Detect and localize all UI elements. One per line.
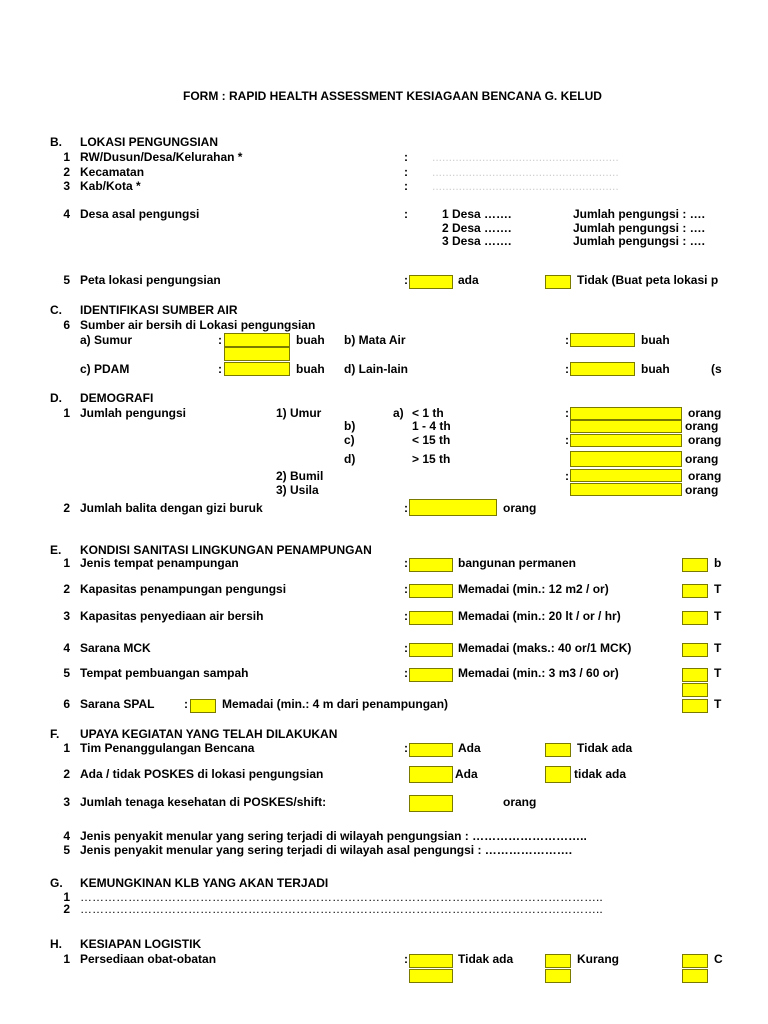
option-label: Kurang (577, 952, 619, 966)
unit-label: orang (503, 501, 537, 515)
age-range: 1 - 4 th (412, 419, 451, 433)
section-heading: UPAYA KEGIATAN YANG TELAH DILAKUKAN (80, 727, 338, 741)
desa-line: 3 Desa ……. (442, 234, 512, 248)
alt-label: T (714, 582, 722, 596)
lain-lain-label: d) Lain-lain (344, 362, 408, 376)
item-label: Desa asal pengungsi (80, 207, 200, 221)
colon: : (404, 273, 408, 287)
section-letter: C. (50, 303, 62, 317)
unit-label: orang (685, 452, 719, 466)
answer-dots[interactable]: ........................................................ (432, 165, 619, 179)
usila-input[interactable] (570, 483, 682, 496)
alt-checkbox-2[interactable] (682, 683, 708, 697)
colon: : (404, 609, 408, 623)
age-letter: a) (393, 406, 404, 420)
pdam-input[interactable] (224, 362, 290, 376)
option-checkbox[interactable] (409, 643, 453, 657)
colon: : (184, 697, 188, 711)
item-number: 2 (63, 501, 70, 515)
item-label: Peta lokasi pengungsian (80, 273, 221, 287)
item-number: 1 (63, 741, 70, 755)
unit-label: orang (688, 406, 722, 420)
item-number: 5 (63, 666, 70, 680)
item-label: Kapasitas penyediaan air bersih (80, 609, 264, 623)
item-number: 4 (63, 207, 70, 221)
unit-label: buah (641, 333, 670, 347)
alt-checkbox[interactable] (682, 668, 708, 682)
option-label: Ada (455, 767, 478, 781)
option-checkbox[interactable] (409, 668, 453, 682)
item-label: Persediaan obat-obatan (80, 952, 217, 966)
checkbox-tidak[interactable] (545, 766, 571, 783)
colon: : (404, 741, 408, 755)
unit-label: buah (296, 362, 325, 376)
item-number: 1 (63, 890, 70, 904)
option-label: Tidak ada (458, 952, 514, 966)
alt-label: b (714, 556, 722, 570)
item-number: 2 (63, 165, 70, 179)
item-number: 2 (63, 767, 70, 781)
answer-dots[interactable]: ........................................................ (432, 179, 619, 193)
item-label: Jumlah tenaga kesehatan di POSKES/shift: (80, 795, 327, 809)
colon: : (404, 165, 408, 179)
answer-line[interactable]: ………………………………………………………………………………………………………………….. (80, 890, 603, 904)
option-checkbox[interactable] (409, 584, 453, 598)
item-label: Sarana MCK (80, 641, 151, 655)
pdam-label: c) PDAM (80, 362, 130, 376)
alt-checkbox[interactable] (682, 611, 708, 625)
section-heading: KEMUNGKINAN KLB YANG AKAN TERJADI (80, 876, 329, 890)
checkbox-tidak[interactable] (545, 275, 571, 289)
item-label: Kecamatan (80, 165, 145, 179)
checkbox-kurang[interactable] (545, 954, 571, 968)
section-heading: KESIAPAN LOGISTIK (80, 937, 202, 951)
item-label: Tempat pembuangan sampah (80, 666, 249, 680)
age-range: > 15 th (412, 452, 451, 466)
age-input[interactable] (570, 451, 682, 467)
alt-label: T (714, 697, 722, 711)
colon: : (404, 641, 408, 655)
age-input[interactable] (570, 420, 682, 433)
section-heading: LOKASI PENGUNGSIAN (80, 135, 219, 149)
checkbox-tidak-ada-2[interactable] (409, 969, 453, 983)
item-number: 5 (63, 273, 70, 287)
option-checkbox[interactable] (409, 611, 453, 625)
sumur-input[interactable] (224, 333, 290, 347)
item-number: 1 (63, 150, 70, 164)
section-letter: F. (50, 727, 60, 741)
alt-label: C (714, 952, 723, 966)
item-label: Sarana SPAL (80, 697, 155, 711)
checkbox-ada[interactable] (409, 766, 453, 783)
colon: : (565, 469, 569, 483)
option-label: ada (458, 273, 479, 287)
item-label: Kab/Kota * (80, 179, 141, 193)
age-range: < 1 th (412, 406, 444, 420)
item-number: 6 (63, 697, 70, 711)
section-letter: D. (50, 391, 62, 405)
mata-air-input[interactable] (570, 333, 635, 347)
colon: : (565, 333, 569, 347)
age-letter: d) (344, 452, 356, 466)
item-label: Jenis penyakit menular yang sering terjadi di wilayah asal pengungsi : …………………. (80, 843, 573, 857)
item-number: 4 (63, 829, 70, 843)
section-letter: H. (50, 937, 62, 951)
unit-label: orang (688, 433, 722, 447)
item-number: 2 (63, 582, 70, 596)
unit-label: orang (688, 469, 722, 483)
item-number: 3 (63, 795, 70, 809)
item-label: Jumlah balita dengan gizi buruk (80, 501, 263, 515)
item-label: Jenis penyakit menular yang sering terjadi di wilayah pengungsian : ……………………….. (80, 829, 587, 843)
age-letter: c) (344, 433, 355, 447)
colon: : (404, 150, 408, 164)
age-input[interactable] (570, 407, 682, 420)
checkbox-tidak[interactable] (545, 743, 571, 757)
jumlah-line: Jumlah pengungsi : …. (573, 234, 706, 248)
item-number: 2 (63, 902, 70, 916)
checkbox-kurang-2[interactable] (545, 969, 571, 983)
colon: : (404, 582, 408, 596)
sumur-label: a) Sumur (80, 333, 133, 347)
section-letter: B. (50, 135, 62, 149)
item-number: 5 (63, 843, 70, 857)
item-number: 1 (63, 952, 70, 966)
jumlah-line: Jumlah pengungsi : …. (573, 221, 706, 235)
item-label: Kapasitas penampungan pengungsi (80, 582, 287, 596)
extra-note: (s (711, 362, 722, 376)
alt-label: T (714, 609, 722, 623)
colon: : (565, 433, 569, 447)
age-letter: b) (344, 419, 356, 433)
colon: : (404, 952, 408, 966)
age-range: < 15 th (412, 433, 451, 447)
checkbox-ada[interactable] (409, 743, 453, 757)
colon: : (404, 666, 408, 680)
colon: : (404, 179, 408, 193)
item-label: Tim Penanggulangan Bencana (80, 741, 255, 755)
item-label: RW/Dusun/Desa/Kelurahan * (80, 150, 243, 164)
colon: : (218, 362, 222, 376)
usila-label: 3) Usila (276, 483, 319, 497)
item-label: Jenis tempat penampungan (80, 556, 239, 570)
colon: : (565, 406, 569, 420)
age-input[interactable] (570, 434, 682, 447)
unit-label: orang (685, 483, 719, 497)
colon: : (218, 333, 222, 347)
alt-label: T (714, 641, 722, 655)
umur-label: 1) Umur (276, 406, 322, 420)
item-number: 3 (63, 179, 70, 193)
checkbox-cukup-2[interactable] (682, 969, 708, 983)
unit-label: orang (685, 419, 719, 433)
desa-line: 2 Desa ……. (442, 221, 512, 235)
tenaga-input[interactable] (409, 795, 453, 812)
unit-label: buah (296, 333, 325, 347)
colon: : (565, 362, 569, 376)
checkbox-tidak-ada[interactable] (409, 954, 453, 968)
option-label: bangunan permanen (458, 556, 577, 570)
spal-checkbox[interactable] (190, 699, 216, 713)
option-label: Memadai (min.: 20 lt / or / hr) (458, 609, 621, 623)
item-number: 1 (63, 556, 70, 570)
item-number: 1 (63, 406, 70, 420)
sumur-input-2[interactable] (224, 347, 290, 361)
alt-checkbox[interactable] (682, 558, 708, 572)
bumil-label: 2) Bumil (276, 469, 324, 483)
option-label: Tidak ada (577, 741, 633, 755)
item-number: 4 (63, 641, 70, 655)
answer-dots[interactable]: ........................................................ (432, 150, 619, 164)
colon: : (404, 207, 408, 221)
item-number: 3 (63, 609, 70, 623)
checkbox-cukup[interactable] (682, 954, 708, 968)
alt-checkbox[interactable] (682, 699, 708, 713)
mata-air-label: b) Mata Air (344, 333, 406, 347)
lain-lain-input[interactable] (570, 362, 635, 376)
option-label: tidak ada (574, 767, 627, 781)
alt-checkbox[interactable] (682, 584, 708, 598)
alt-label: T (714, 666, 722, 680)
item-label: Jumlah pengungsi (80, 406, 187, 420)
unit-label: buah (641, 362, 670, 376)
option-label: Ada (458, 741, 481, 755)
form-title: FORM : RAPID HEALTH ASSESSMENT KESIAGAAN BENCANA G. KELUD (183, 89, 602, 103)
option-label: Memadai (min.: 12 m2 / or) (458, 582, 609, 596)
section-heading: DEMOGRAFI (80, 391, 154, 405)
section-heading: IDENTIFIKASI SUMBER AIR (80, 303, 238, 317)
section-heading: KONDISI SANITASI LINGKUNGAN PENAMPUNGAN (80, 543, 372, 557)
item-number: 6 (63, 318, 70, 332)
option-checkbox[interactable] (409, 558, 453, 572)
option-label: Tidak (Buat peta lokasi p (577, 273, 719, 287)
checkbox-ada[interactable] (409, 275, 453, 289)
alt-checkbox[interactable] (682, 643, 708, 657)
item-label: Ada / tidak POSKES di lokasi pengungsian (80, 767, 324, 781)
jumlah-line: Jumlah pengungsi : …. (573, 207, 706, 221)
option-label: Memadai (maks.: 40 or/1 MCK) (458, 641, 632, 655)
section-letter: E. (50, 543, 62, 557)
unit-label: orang (503, 795, 537, 809)
gizi-buruk-input[interactable] (409, 499, 497, 516)
option-label: Memadai (min.: 3 m3 / 60 or) (458, 666, 619, 680)
colon: : (404, 556, 408, 570)
item-label: Sumber air bersih di Lokasi pengungsian (80, 318, 316, 332)
desa-line: 1 Desa ……. (442, 207, 512, 221)
answer-line[interactable]: ………………………………………………………………………………………………………………….. (80, 902, 603, 916)
colon: : (404, 501, 408, 515)
section-letter: G. (50, 876, 63, 890)
option-label: Memadai (min.: 4 m dari penampungan) (222, 697, 449, 711)
bumil-input[interactable] (570, 469, 682, 482)
